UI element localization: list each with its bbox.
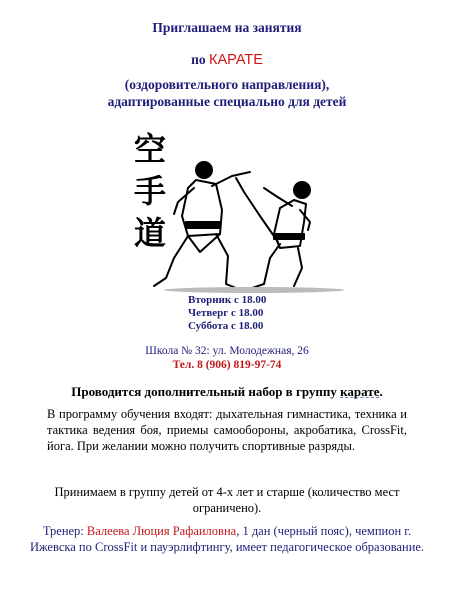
program-paragraph: В программу обучения входят: дыхательная гимнастика, техника и тактика ведения боя, приемы самообороны, акробатика, CrossFit, йога. При желании можно получить спортивные разряды. <box>47 407 407 453</box>
phone-number: Тел. 8 (906) 819-97-74 <box>172 359 282 371</box>
ground-shadow <box>164 287 344 293</box>
schedule-item: Суббота с 18.00 <box>188 320 264 332</box>
age-paragraph: Принимаем в группу детей от 4-х лет и старше (количество мест ограничено). <box>54 485 400 515</box>
subtitle-line-1: (оздоровительного направления), <box>124 77 330 92</box>
kanji-char: 道 <box>134 214 167 252</box>
schedule-item: Вторник с 18.00 <box>188 294 267 306</box>
subtitle-line-2: адаптированные специально для детей <box>107 94 347 109</box>
kanji-char: 手 <box>134 172 167 210</box>
heading-karate: карате <box>340 384 380 399</box>
trainer-name: Валеева Люция Рафаиловна <box>86 524 237 538</box>
trainer-paragraph <box>22 523 432 555</box>
heading-suffix: . <box>379 384 383 399</box>
sport-prefix: по <box>191 52 206 67</box>
sport-name: КАРАТЕ <box>209 52 263 68</box>
schedule <box>188 294 266 333</box>
invitation-line: Приглашаем на занятия <box>152 20 302 35</box>
schedule-item: Четверг с 18.00 <box>188 307 264 319</box>
announcement-heading <box>0 384 454 400</box>
kanji-char: 空 <box>134 130 167 168</box>
subtitle <box>0 76 454 110</box>
fighter-right <box>236 178 310 288</box>
school-address: Школа № 32: ул. Молодежная, 26 <box>145 345 309 357</box>
heading-text: Проводится дополнительный набор в группу <box>71 384 341 399</box>
sport-title <box>0 52 454 68</box>
karate-fighters-illustration <box>104 118 354 298</box>
trainer-label: Тренер: <box>42 524 87 538</box>
trainer-info: , 1 дан (черный пояс), чемпион г. Ижевска по CrossFit и пауэрлифтингу, имеет педагогическое образование. <box>29 524 425 554</box>
fighter-left <box>154 162 250 288</box>
invitation-title <box>0 20 454 36</box>
